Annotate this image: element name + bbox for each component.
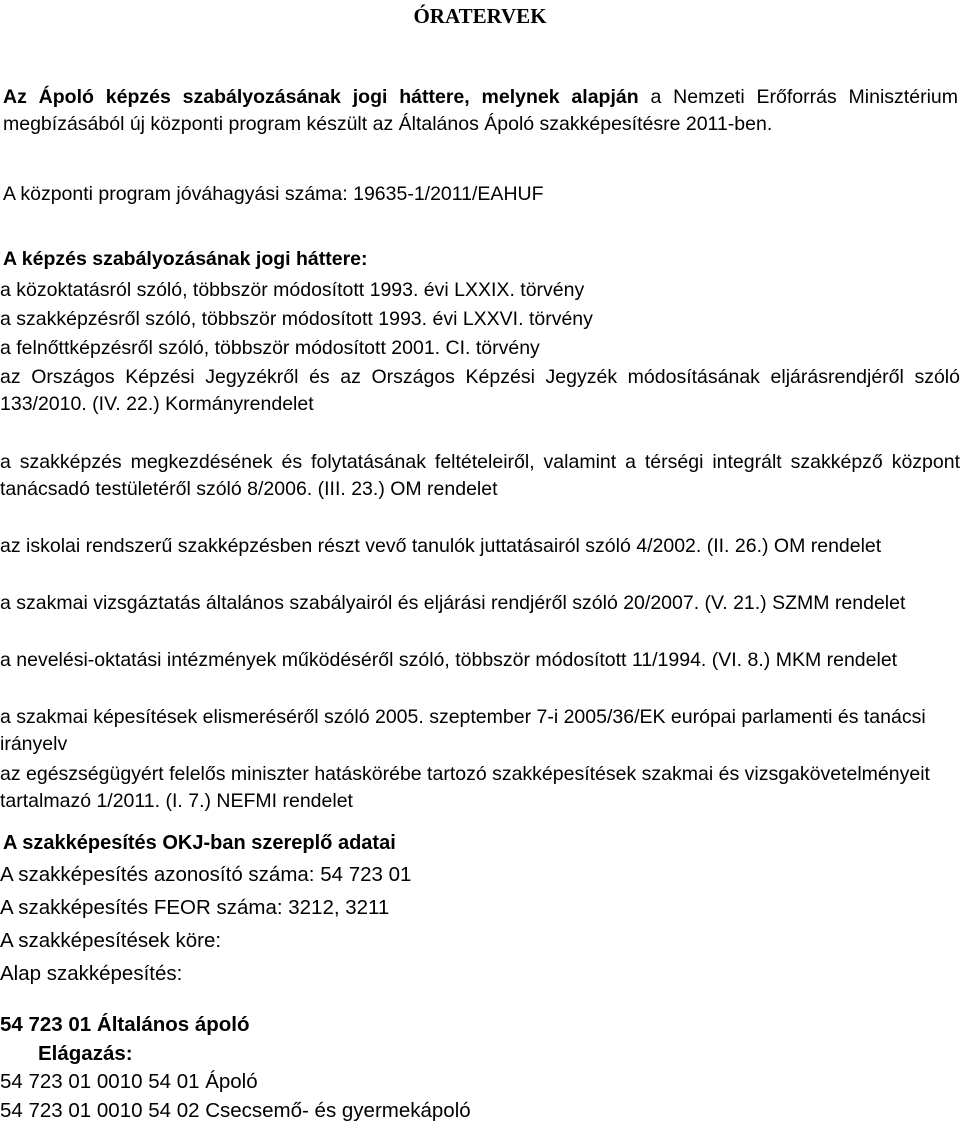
list-item — [0, 335, 960, 364]
list-item-text: az iskolai rendszerű szakképzésben részt vevő tanulók juttatásairól szóló 4/2002. (II. 26.) OM rendelet — [0, 535, 882, 557]
okj-list — [0, 860, 960, 992]
list-item — [0, 590, 960, 647]
list-item — [0, 761, 960, 818]
list-item-text: A szakképesítések köre: — [0, 929, 222, 952]
list-item — [0, 533, 960, 590]
list-item-text: A szakképesítés FEOR száma: 3212, 3211 — [0, 896, 390, 919]
list-item — [0, 1067, 960, 1096]
legal-list — [0, 277, 960, 818]
list-item-text: 54 723 01 0010 54 02 Csecsemő- és gyermekápoló — [0, 1099, 471, 1122]
legal-heading-text: A képzés szabályozásának jogi háttere: — [3, 248, 368, 270]
list-item-text: Alap szakképesítés: — [0, 962, 183, 985]
list-item-text: A szakképesítés azonosító száma: 54 723 01 — [0, 863, 412, 886]
list-item — [0, 704, 960, 761]
branch-label — [38, 1040, 958, 1067]
list-item — [0, 926, 960, 959]
list-item-text: a közoktatásról szóló, többször módosított 1993. évi LXXIX. törvény — [0, 279, 585, 301]
approval-number: A központi program jóváhagyási száma: 19635-1/2011/EAHUF — [3, 183, 544, 205]
legal-heading — [3, 246, 958, 273]
list-item — [0, 1010, 960, 1039]
list-item — [0, 306, 960, 335]
list-item — [0, 860, 960, 893]
okj-heading — [3, 830, 958, 857]
list-item-text: a szakképzés megkezdésének és folytatásának feltételeiről, valamint a térségi integrált szakképző központ tanácsadó testületéről szóló 8/2006. (III. 23.) OM rendelet — [0, 451, 960, 500]
list-item-text: a szakmai vizsgáztatás általános szabályairól és eljárási rendjéről szóló 20/2007. (V. 21.) SZMM rendelet — [0, 592, 906, 614]
list-item — [0, 277, 960, 306]
list-item-text: a szakképzésről szóló, többször módosított 1993. évi LXXVI. törvény — [0, 308, 593, 330]
list-item — [0, 647, 960, 704]
list-item-text: az egészségügyért felelős miniszter hatáskörébe tartozó szakképesítések szakmai és vizsgakövetelményeit tartalmazó 1/2011. (I. 7.) NEFMI rendelet — [0, 763, 930, 812]
list-item — [0, 449, 960, 533]
intro-paragraph — [3, 84, 958, 138]
branch-list — [0, 1067, 960, 1125]
okj-heading-text: A szakképesítés OKJ-ban szereplő adatai — [3, 832, 396, 854]
branch-label-text: Elágazás: — [38, 1042, 133, 1065]
page-title: ÓRATERVEK — [413, 4, 547, 28]
list-item — [0, 364, 960, 449]
main-qualification-text: 54 723 01 Általános ápoló — [0, 1013, 250, 1036]
list-item-text: a szakmai képesítések elismeréséről szóló 2005. szeptember 7-i 2005/36/EK európai parlamenti és tanácsi irányelv — [0, 706, 926, 755]
list-item-text: a nevelési-oktatási intézmények működéséről szóló, többször módosított 11/1994. (VI. 8.) MKM rendelet — [0, 649, 898, 671]
list-item-text: 54 723 01 0010 54 01 Ápoló — [0, 1070, 258, 1093]
list-item-text: az Országos Képzési Jegyzékről és az Országos Képzési Jegyzék módosításának eljárásrendjéről szóló 133/2010. (IV. 22.) Kormányrendelet — [0, 366, 960, 415]
intro-text: a Nemzeti Erőforrás Minisztérium megbízásából új központi program készült az Általános Ápoló szakképesítésre 2011-ben. — [3, 86, 958, 135]
list-item — [0, 893, 960, 926]
list-item — [0, 959, 960, 992]
main-qualification-list — [0, 1010, 960, 1039]
intro-bold-text: Az Ápoló képzés szabályozásának jogi háttere, melynek alapján — [3, 86, 639, 108]
list-item-text: a felnőttképzésről szóló, többször módosított 2001. CI. törvény — [0, 337, 540, 359]
